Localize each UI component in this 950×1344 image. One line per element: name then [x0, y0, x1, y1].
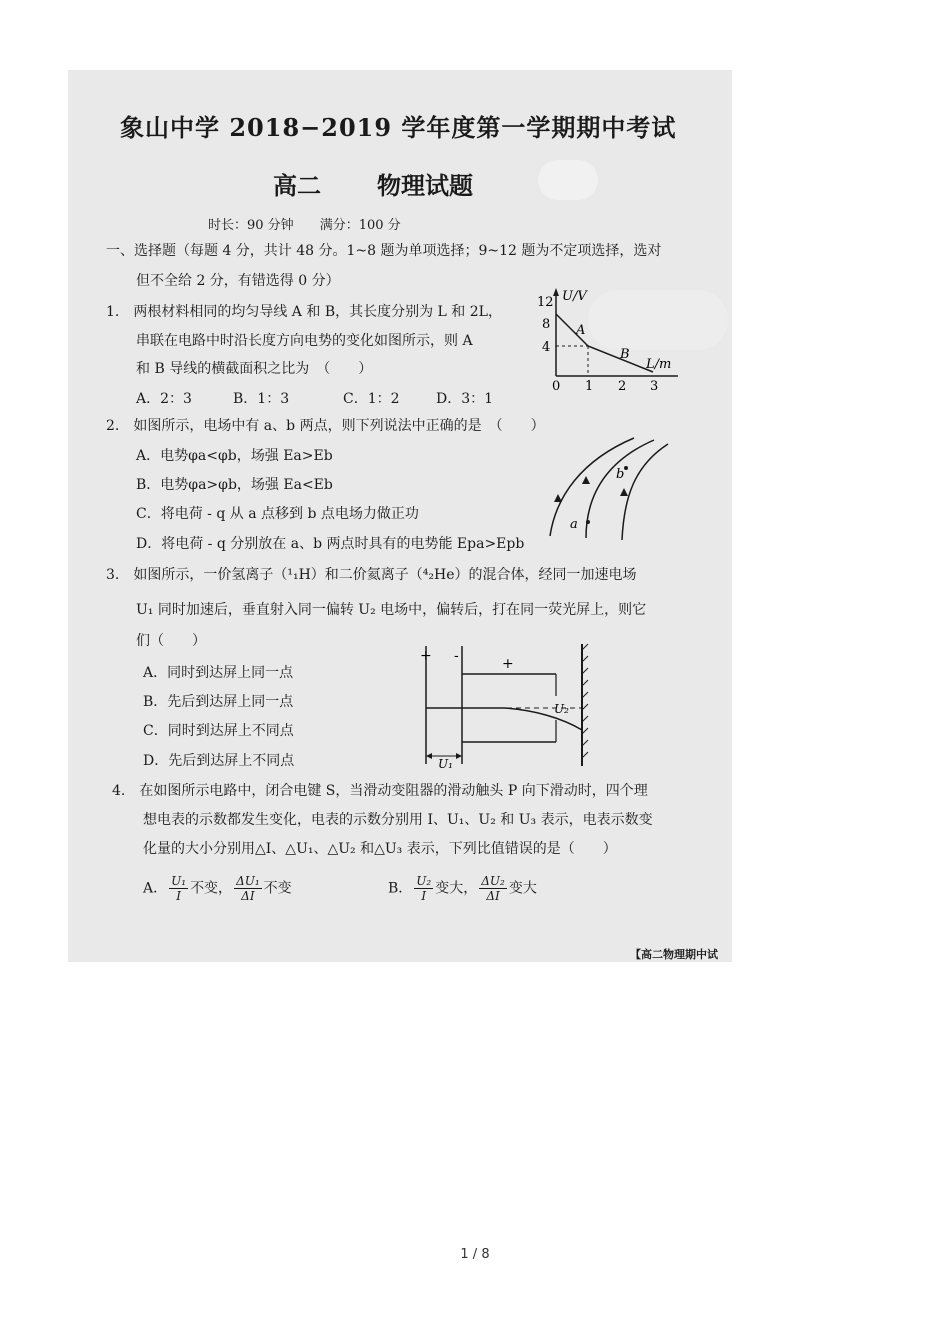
q1-y-tick: 8	[542, 317, 551, 332]
full-score-text: 满分：100 分	[319, 218, 401, 233]
q4-option-b	[388, 874, 537, 903]
q1-x-tick: 1	[585, 379, 594, 394]
q1-x-axis-label: L/m	[646, 357, 672, 372]
exam-meta	[208, 214, 401, 233]
fraction-numerator: ΔU₁	[236, 874, 260, 888]
q1-line3: 和 B 导线的横截面积之比为 （ ）	[136, 361, 373, 377]
q4-line3: 化量的大小分别用△I、△U₁、△U₂ 和△U₃ 表示，下列比值错误的是（ ）	[143, 841, 617, 857]
q1-x-tick: 0	[552, 379, 561, 394]
exam-footer-tag: 【高二物理期中试	[630, 948, 718, 961]
q2-option-d: D．将电荷 - q 分别放在 a、b 两点时具有的电势能 Epa>Epb	[136, 536, 525, 552]
page-number: 1 / 8	[460, 1247, 490, 1262]
fraction-numerator: U₂	[416, 874, 432, 888]
q3-u2-label: U₂	[554, 702, 569, 716]
q1-x-tick: 2	[618, 379, 627, 394]
subject-label: 物理试题	[377, 171, 473, 200]
q4-option-a-fraction2	[234, 874, 262, 903]
scan-smudge	[538, 160, 598, 200]
q4-option-b-fraction2	[479, 874, 507, 903]
q4-option-a-end: 不变	[263, 880, 292, 897]
q4-option-b-mid: 变大，	[435, 880, 478, 897]
q1-line2: 串联在电路中时沿长度方向电势的变化如图所示，则 A	[136, 333, 473, 349]
fraction-numerator: ΔU₂	[481, 874, 505, 888]
q1-curve-label-a: A	[576, 323, 586, 338]
q1-x-tick: 3	[650, 379, 659, 394]
q4-option-a-fraction1	[169, 874, 188, 903]
fraction-denominator: ΔI	[241, 889, 255, 903]
q1-option-c: C．1：2	[343, 391, 400, 407]
q1-option-d: D．3：1	[436, 391, 494, 407]
q3-line3: 们（ ）	[136, 633, 206, 649]
q1-y-tick: 4	[542, 340, 551, 355]
q2-point-a-label: a	[570, 517, 578, 532]
scanned-exam-page	[68, 70, 732, 962]
q4-option-b-prefix: B．	[388, 880, 413, 897]
q3-deflection-figure	[414, 640, 594, 770]
q4-option-b-fraction1	[414, 874, 433, 903]
q3-u1-label: U₁	[438, 757, 453, 770]
q2-option-a: A．电势φa<φb，场强 Ea>Eb	[136, 448, 333, 464]
q1-option-a: A．2：3	[136, 391, 192, 407]
q4-option-a-mid: 不变，	[190, 880, 233, 897]
fraction-denominator: I	[176, 889, 181, 903]
exam-title: 象山中学 2018−2019 学年度第一学期期中考试	[120, 113, 677, 142]
q3-option-a: A．同时到达屏上同一点	[143, 665, 294, 681]
fraction-denominator: I	[421, 889, 427, 903]
exam-subtitle	[273, 166, 473, 201]
q4-option-a-prefix: A．	[143, 880, 168, 897]
q1-curve-label-b: B	[620, 347, 630, 362]
q2-field-lines-figure	[542, 436, 672, 542]
q2-point-b-label: b	[616, 467, 625, 482]
q2-option-b: B．电势φa>φb，场强 Ea<Eb	[136, 477, 333, 493]
q1-y-axis-label: U/V	[562, 289, 587, 304]
grade-label: 高二	[273, 171, 321, 200]
q2-stem: 2. 如图所示，电场中有 a、b 两点，则下列说法中正确的是 （ ）	[106, 418, 545, 434]
q1-y-tick: 12	[537, 295, 554, 310]
q4-option-b-end: 变大	[508, 880, 537, 897]
q3-deflector-plus-label: +	[502, 656, 514, 672]
q1-line1: 1. 两根材料相同的均匀导线 A 和 B，其长度分别为 L 和 2L，	[106, 304, 502, 320]
q3-option-b: B．先后到达屏上同一点	[143, 694, 294, 710]
section-instructions-line1: 一、选择题（每题 4 分，共计 48 分。1~8 题为单项选择；9~12 题为不定项选择，选对	[106, 243, 662, 259]
section-instructions-line2: 但不全给 2 分，有错选得 0 分）	[136, 273, 340, 289]
q4-line2: 想电表的示数都发生变化，电表的示数分别用 I、U₁、U₂ 和 U₃ 表示，电表示数变	[143, 812, 653, 828]
q3-plate-plus-label: +	[420, 648, 432, 664]
fraction-numerator: U₁	[171, 874, 187, 888]
duration-text: 时长：90 分钟	[208, 218, 294, 233]
q4-line1: 4. 在如图所示电路中，闭合电键 S，当滑动变阻器的滑动触头 P 向下滑动时，四个理	[112, 783, 648, 799]
q1-option-b: B．1：3	[233, 391, 290, 407]
fraction-denominator: ΔI	[486, 889, 500, 903]
q4-option-a	[143, 874, 292, 903]
q1-voltage-graph	[532, 284, 682, 394]
q3-line2: U₁ 同时加速后，垂直射入同一偏转 U₂ 电场中，偏转后，打在同一荧光屏上，则它	[136, 602, 647, 618]
q3-line1: 3. 如图所示，一价氢离子（¹₁H）和二价氦离子（⁴₂He）的混合体，经同一加速电场	[106, 567, 637, 583]
q3-plate-minus-label: -	[454, 648, 459, 664]
q3-option-c: C．同时到达屏上不同点	[143, 723, 294, 739]
q2-option-c: C．将电荷 - q 从 a 点移到 b 点电场力做正功	[136, 506, 419, 522]
q3-option-d: D．先后到达屏上不同点	[143, 753, 295, 769]
